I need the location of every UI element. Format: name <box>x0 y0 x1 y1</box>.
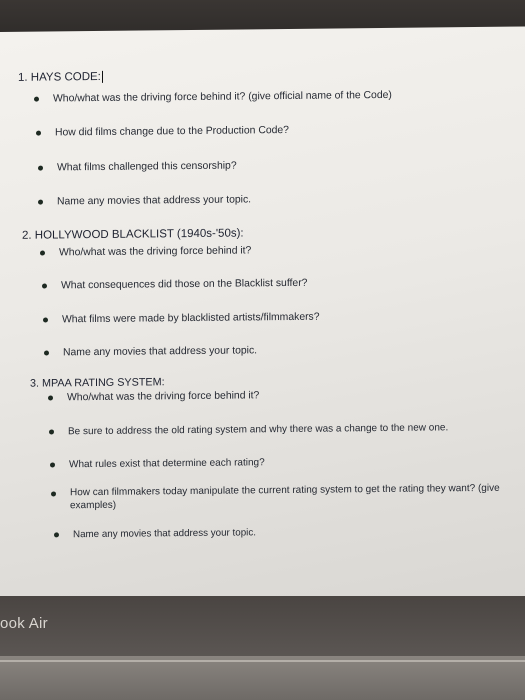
laptop-base <box>0 656 525 700</box>
bullet-icon <box>38 199 43 204</box>
bullet-icon <box>40 250 45 255</box>
laptop-brand-label: ook Air <box>0 615 48 632</box>
bullet-icon <box>43 317 48 322</box>
bullet-icon <box>48 395 53 400</box>
list-item: What films were made by blacklisted artists/filmmakers? <box>43 312 320 326</box>
bullet-icon <box>38 165 43 170</box>
list-item: How can filmmakers today manipulate the current rating system to get the rating they want? (give examples) <box>51 482 501 513</box>
section-heading-hays-code: 1. HAYS CODE: <box>18 70 101 84</box>
bullet-icon <box>42 283 47 288</box>
list-item: What rules exist that determine each rating? <box>50 457 265 470</box>
bullet-icon <box>54 532 59 537</box>
bullet-icon <box>49 429 54 434</box>
text-cursor <box>102 71 103 83</box>
list-item: What films challenged this censorship? <box>38 161 237 174</box>
list-item: Be sure to address the old rating system and why there was a change to the new one. <box>49 422 448 437</box>
list-item: Who/what was the driving force behind it? <box>48 390 259 403</box>
list-item: Who/what was the driving force behind it? <box>40 245 251 258</box>
section-heading-hollywood-blacklist: 2. HOLLYWOOD BLACKLIST (1940s-'50s): <box>22 227 244 242</box>
laptop-bezel-bottom <box>0 596 525 660</box>
list-item: Who/what was the driving force behind it? (give official name of the Code) <box>34 90 392 105</box>
list-item: Name any movies that address your topic. <box>38 194 251 207</box>
laptop-hinge <box>0 660 525 662</box>
list-item: Name any movies that address your topic. <box>44 345 257 358</box>
list-item: Name any movies that address your topic. <box>54 527 256 540</box>
bullet-icon <box>44 350 49 355</box>
bullet-icon <box>51 491 56 496</box>
section-heading-mpaa-rating: 3. MPAA RATING SYSTEM: <box>30 376 165 390</box>
screen <box>0 27 525 604</box>
document <box>0 27 525 604</box>
list-item: How did films change due to the Production Code? <box>36 125 289 139</box>
bullet-icon <box>36 130 41 135</box>
bullet-icon <box>50 462 55 467</box>
bullet-icon <box>34 96 39 101</box>
list-item: What consequences did those on the Blacklist suffer? <box>42 278 307 292</box>
